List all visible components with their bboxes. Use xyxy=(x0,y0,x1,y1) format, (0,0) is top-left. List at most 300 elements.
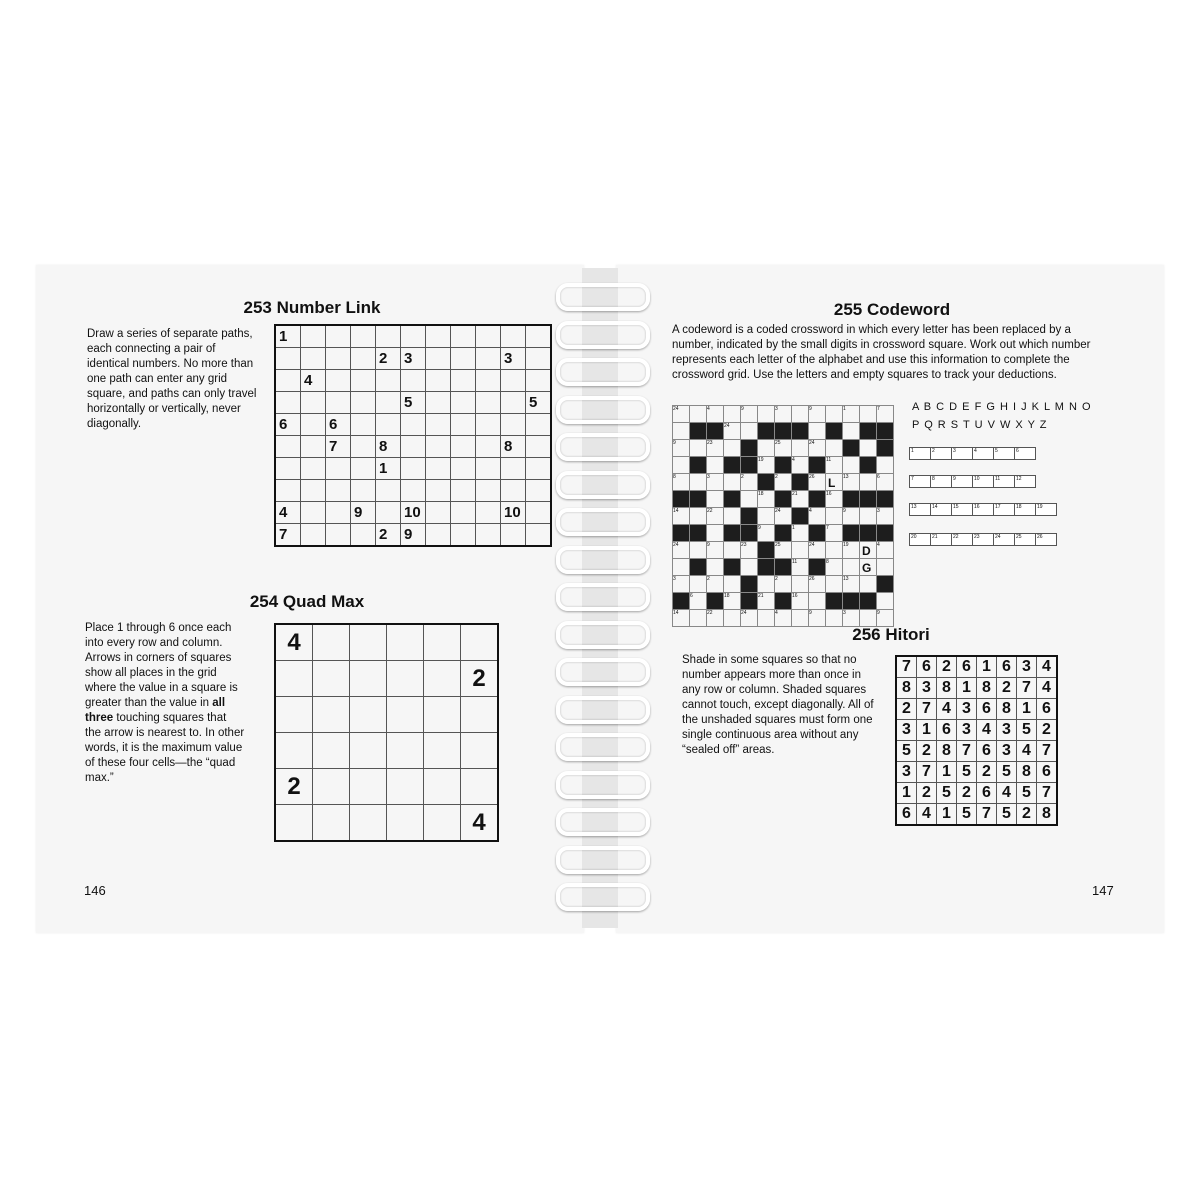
grid-cell[interactable]: 22 xyxy=(707,610,724,627)
grid-cell[interactable]: 23 xyxy=(707,440,724,457)
grid-cell[interactable]: 5 xyxy=(401,392,426,414)
grid-cell[interactable]: 5 xyxy=(1017,720,1037,741)
grid-cell[interactable] xyxy=(376,392,401,414)
grid-cell[interactable] xyxy=(451,392,476,414)
grid-cell[interactable]: 23 xyxy=(741,542,758,559)
key-cell[interactable]: 21 xyxy=(931,534,952,546)
grid-cell[interactable] xyxy=(741,491,758,508)
grid-cell[interactable] xyxy=(451,458,476,480)
grid-cell[interactable] xyxy=(326,458,351,480)
grid-cell[interactable]: 3 xyxy=(775,406,792,423)
grid-cell[interactable] xyxy=(690,542,707,559)
grid-cell[interactable]: 10 xyxy=(501,502,526,524)
grid-cell[interactable] xyxy=(351,348,376,370)
grid-cell[interactable]: 22 xyxy=(707,508,724,525)
grid-cell[interactable]: 1 xyxy=(937,804,957,826)
grid-cell[interactable] xyxy=(401,458,426,480)
grid-cell[interactable] xyxy=(526,414,552,436)
grid-cell[interactable] xyxy=(526,480,552,502)
grid-cell[interactable]: 6 xyxy=(977,741,997,762)
grid-cell[interactable] xyxy=(501,458,526,480)
grid-cell[interactable] xyxy=(275,805,313,842)
grid-cell[interactable]: 1 xyxy=(843,406,860,423)
grid-cell[interactable] xyxy=(350,624,387,661)
grid-cell[interactable]: 8 xyxy=(896,678,917,699)
grid-cell[interactable] xyxy=(673,423,690,440)
grid-cell[interactable]: 11 xyxy=(826,457,843,474)
grid-cell[interactable]: 2 xyxy=(775,576,792,593)
grid-cell[interactable] xyxy=(301,325,326,348)
grid-cell[interactable] xyxy=(426,524,451,547)
grid-cell[interactable]: 3 xyxy=(917,678,937,699)
grid-cell[interactable]: 7 xyxy=(1017,678,1037,699)
grid-cell[interactable]: 8 xyxy=(673,474,690,491)
grid-cell[interactable]: 2 xyxy=(917,741,937,762)
grid-cell[interactable] xyxy=(313,805,350,842)
grid-cell[interactable] xyxy=(526,436,552,458)
grid-cell[interactable] xyxy=(809,593,826,610)
grid-cell[interactable] xyxy=(826,610,843,627)
grid-cell[interactable]: 6 xyxy=(877,474,894,491)
grid-cell[interactable]: 16 xyxy=(826,491,843,508)
grid-cell[interactable] xyxy=(826,440,843,457)
grid-cell[interactable]: 3 xyxy=(957,699,977,720)
grid-cell[interactable] xyxy=(350,733,387,769)
grid-cell[interactable] xyxy=(451,502,476,524)
key-cell[interactable]: 4 xyxy=(973,448,994,460)
grid-cell[interactable] xyxy=(707,491,724,508)
grid-cell[interactable] xyxy=(376,480,401,502)
key-cell[interactable]: 6 xyxy=(1015,448,1036,460)
grid-cell[interactable]: 3 xyxy=(896,720,917,741)
grid-cell[interactable] xyxy=(301,414,326,436)
grid-cell[interactable]: 7 xyxy=(977,804,997,826)
grid-cell[interactable] xyxy=(401,370,426,392)
grid-cell[interactable] xyxy=(476,458,501,480)
grid-cell[interactable]: 24 xyxy=(741,610,758,627)
grid-cell[interactable]: 9 xyxy=(741,406,758,423)
grid-cell[interactable]: 24 xyxy=(775,508,792,525)
grid-cell[interactable]: 3 xyxy=(501,348,526,370)
grid-cell[interactable]: 8 xyxy=(997,699,1017,720)
grid-cell[interactable] xyxy=(351,524,376,547)
grid-cell[interactable] xyxy=(376,325,401,348)
grid-cell[interactable]: 6 xyxy=(997,656,1017,678)
grid-cell[interactable] xyxy=(758,508,775,525)
grid-cell[interactable]: 1 xyxy=(1017,699,1037,720)
grid-cell[interactable] xyxy=(526,524,552,547)
grid-cell[interactable] xyxy=(424,805,461,842)
grid-cell[interactable]: 9 xyxy=(673,440,690,457)
grid-cell[interactable]: 4 xyxy=(1017,741,1037,762)
grid-cell[interactable]: 1 xyxy=(977,656,997,678)
grid-cell[interactable] xyxy=(387,733,424,769)
grid-cell[interactable] xyxy=(476,392,501,414)
grid-cell[interactable]: 2 xyxy=(707,576,724,593)
grid-cell[interactable]: 2 xyxy=(937,656,957,678)
grid-cell[interactable] xyxy=(401,325,426,348)
grid-cell[interactable] xyxy=(451,370,476,392)
grid-cell[interactable] xyxy=(424,661,461,697)
grid-cell[interactable] xyxy=(351,392,376,414)
grid-cell[interactable] xyxy=(758,440,775,457)
grid-cell[interactable]: 1 xyxy=(957,678,977,699)
grid-cell[interactable]: 5 xyxy=(896,741,917,762)
grid-cell[interactable]: 5 xyxy=(957,804,977,826)
grid-cell[interactable]: 14 xyxy=(673,610,690,627)
grid-cell[interactable]: 4 xyxy=(707,406,724,423)
grid-cell[interactable] xyxy=(451,348,476,370)
grid-cell[interactable] xyxy=(809,423,826,440)
grid-cell[interactable]: 21 xyxy=(758,593,775,610)
key-cell[interactable]: 23 xyxy=(973,534,994,546)
grid-cell[interactable] xyxy=(741,423,758,440)
grid-cell[interactable] xyxy=(275,458,301,480)
grid-cell[interactable]: 7 xyxy=(877,406,894,423)
grid-cell[interactable] xyxy=(326,524,351,547)
grid-cell[interactable] xyxy=(313,769,350,805)
grid-cell[interactable]: 4 xyxy=(275,502,301,524)
grid-cell[interactable] xyxy=(501,325,526,348)
grid-cell[interactable]: 2 xyxy=(896,699,917,720)
grid-cell[interactable] xyxy=(501,392,526,414)
grid-cell[interactable]: 5 xyxy=(1017,783,1037,804)
grid-cell[interactable] xyxy=(826,508,843,525)
grid-cell[interactable] xyxy=(313,733,350,769)
grid-cell[interactable]: 5 xyxy=(526,392,552,414)
grid-cell[interactable]: 24 xyxy=(724,423,741,440)
key-cell[interactable]: 10 xyxy=(973,476,994,488)
grid-cell[interactable] xyxy=(724,542,741,559)
grid-cell[interactable] xyxy=(461,697,499,733)
grid-cell[interactable]: 10 xyxy=(401,502,426,524)
grid-cell[interactable] xyxy=(426,502,451,524)
grid-cell[interactable] xyxy=(275,392,301,414)
grid-cell[interactable] xyxy=(707,525,724,542)
grid-cell[interactable] xyxy=(526,370,552,392)
grid-cell[interactable]: 3 xyxy=(896,762,917,783)
key-cell[interactable]: 8 xyxy=(931,476,952,488)
grid-cell[interactable]: 2 xyxy=(461,661,499,697)
grid-cell[interactable]: 25 xyxy=(775,542,792,559)
grid-cell[interactable] xyxy=(501,524,526,547)
grid-cell[interactable]: 8 xyxy=(376,436,401,458)
key-cell[interactable]: 25 xyxy=(1015,534,1036,546)
grid-cell[interactable] xyxy=(301,436,326,458)
key-cell[interactable]: 1 xyxy=(910,448,931,460)
grid-cell[interactable] xyxy=(690,474,707,491)
grid-cell[interactable]: 1 xyxy=(937,762,957,783)
grid-cell[interactable] xyxy=(843,559,860,576)
grid-cell[interactable] xyxy=(476,325,501,348)
grid-cell[interactable] xyxy=(275,348,301,370)
grid-cell[interactable] xyxy=(387,661,424,697)
grid-cell[interactable]: 9 xyxy=(351,502,376,524)
grid-cell[interactable] xyxy=(724,440,741,457)
grid-cell[interactable] xyxy=(350,661,387,697)
grid-cell[interactable]: 8 xyxy=(1037,804,1058,826)
grid-cell[interactable] xyxy=(387,624,424,661)
grid-cell[interactable]: 3 xyxy=(957,720,977,741)
grid-cell[interactable]: 24 xyxy=(673,542,690,559)
grid-cell[interactable]: 3 xyxy=(707,474,724,491)
grid-cell[interactable] xyxy=(758,576,775,593)
grid-cell[interactable]: 6 xyxy=(326,414,351,436)
grid-cell[interactable]: 7 xyxy=(917,762,937,783)
grid-cell[interactable]: 24 xyxy=(673,406,690,423)
grid-cell[interactable] xyxy=(426,370,451,392)
grid-cell[interactable]: 9 xyxy=(809,406,826,423)
grid-cell[interactable]: 14 xyxy=(673,508,690,525)
grid-cell[interactable]: 6 xyxy=(896,804,917,826)
grid-cell[interactable]: 3 xyxy=(997,741,1017,762)
grid-cell[interactable]: 4 xyxy=(775,610,792,627)
grid-cell[interactable] xyxy=(826,576,843,593)
grid-cell[interactable]: 4 xyxy=(977,720,997,741)
grid-cell[interactable]: 2 xyxy=(376,348,401,370)
grid-cell[interactable] xyxy=(792,610,809,627)
key-cell[interactable]: 7 xyxy=(910,476,931,488)
grid-cell[interactable]: 26 xyxy=(809,474,826,491)
grid-cell[interactable] xyxy=(690,440,707,457)
key-cell[interactable]: 19 xyxy=(1036,504,1057,516)
grid-cell[interactable]: 2 xyxy=(997,678,1017,699)
grid-cell[interactable] xyxy=(424,624,461,661)
grid-cell[interactable] xyxy=(275,661,313,697)
key-cell[interactable]: 14 xyxy=(931,504,952,516)
grid-cell[interactable]: 6 xyxy=(917,656,937,678)
grid-cell[interactable] xyxy=(758,406,775,423)
grid-cell[interactable]: 5 xyxy=(957,762,977,783)
grid-cell[interactable]: 6 xyxy=(275,414,301,436)
key-cell[interactable]: 17 xyxy=(994,504,1015,516)
grid-cell[interactable] xyxy=(690,576,707,593)
key-cell[interactable]: 20 xyxy=(910,534,931,546)
grid-cell[interactable] xyxy=(690,406,707,423)
grid-cell[interactable]: 8 xyxy=(937,741,957,762)
grid-cell[interactable] xyxy=(860,474,877,491)
grid-cell[interactable]: 8 xyxy=(826,559,843,576)
grid-cell[interactable] xyxy=(426,325,451,348)
grid-cell[interactable] xyxy=(707,457,724,474)
grid-cell[interactable]: 7 xyxy=(1037,741,1058,762)
grid-cell[interactable] xyxy=(351,370,376,392)
grid-cell[interactable]: 6 xyxy=(690,593,707,610)
grid-cell[interactable] xyxy=(351,414,376,436)
grid-cell[interactable] xyxy=(461,769,499,805)
grid-cell[interactable] xyxy=(424,733,461,769)
grid-cell[interactable] xyxy=(792,440,809,457)
grid-cell[interactable] xyxy=(275,480,301,502)
grid-cell[interactable]: 6 xyxy=(957,656,977,678)
grid-cell[interactable] xyxy=(758,610,775,627)
grid-cell[interactable] xyxy=(376,414,401,436)
grid-cell[interactable] xyxy=(860,610,877,627)
grid-cell[interactable] xyxy=(707,559,724,576)
grid-cell[interactable] xyxy=(313,624,350,661)
grid-cell[interactable]: 4 xyxy=(461,805,499,842)
grid-cell[interactable]: 1 xyxy=(896,783,917,804)
grid-cell[interactable] xyxy=(275,733,313,769)
grid-cell[interactable]: 24 xyxy=(809,542,826,559)
grid-cell[interactable] xyxy=(275,697,313,733)
grid-cell[interactable] xyxy=(501,370,526,392)
grid-cell[interactable]: 2 xyxy=(957,783,977,804)
grid-cell[interactable]: 1 xyxy=(376,458,401,480)
grid-cell[interactable]: 7 xyxy=(917,699,937,720)
grid-cell[interactable]: 13 xyxy=(843,474,860,491)
grid-cell[interactable] xyxy=(476,370,501,392)
grid-cell[interactable]: 5 xyxy=(997,762,1017,783)
grid-cell[interactable] xyxy=(301,524,326,547)
grid-cell[interactable] xyxy=(387,697,424,733)
grid-cell[interactable] xyxy=(877,559,894,576)
grid-cell[interactable] xyxy=(724,474,741,491)
grid-cell[interactable] xyxy=(301,480,326,502)
grid-cell[interactable] xyxy=(326,392,351,414)
key-cell[interactable]: 9 xyxy=(952,476,973,488)
grid-cell[interactable]: 4 xyxy=(937,699,957,720)
grid-cell[interactable] xyxy=(860,440,877,457)
grid-cell[interactable]: 6 xyxy=(1037,699,1058,720)
grid-cell[interactable]: 25 xyxy=(775,440,792,457)
grid-cell[interactable]: 1 xyxy=(917,720,937,741)
grid-cell[interactable] xyxy=(526,458,552,480)
grid-cell[interactable]: 5 xyxy=(937,783,957,804)
key-cell[interactable]: 11 xyxy=(994,476,1015,488)
grid-cell[interactable]: 1 xyxy=(792,525,809,542)
grid-cell[interactable] xyxy=(877,593,894,610)
grid-cell[interactable]: 3 xyxy=(1017,656,1037,678)
grid-cell[interactable]: 18 xyxy=(758,491,775,508)
grid-cell[interactable] xyxy=(387,769,424,805)
grid-cell[interactable]: 4 xyxy=(792,457,809,474)
grid-cell[interactable] xyxy=(401,414,426,436)
grid-cell[interactable]: 16 xyxy=(792,593,809,610)
grid-cell[interactable] xyxy=(476,414,501,436)
grid-cell[interactable]: 3 xyxy=(401,348,426,370)
grid-cell[interactable]: 4 xyxy=(275,624,313,661)
grid-cell[interactable] xyxy=(301,348,326,370)
grid-cell[interactable] xyxy=(451,325,476,348)
grid-cell[interactable] xyxy=(461,733,499,769)
grid-cell[interactable]: 4 xyxy=(877,542,894,559)
grid-cell[interactable] xyxy=(424,697,461,733)
grid-cell[interactable] xyxy=(426,480,451,502)
grid-cell[interactable]: 2 xyxy=(275,769,313,805)
grid-cell[interactable] xyxy=(326,502,351,524)
grid-cell[interactable] xyxy=(351,436,376,458)
grid-cell[interactable]: 4 xyxy=(809,508,826,525)
key-cell[interactable]: 3 xyxy=(952,448,973,460)
grid-cell[interactable] xyxy=(401,436,426,458)
grid-cell[interactable] xyxy=(826,542,843,559)
grid-cell[interactable] xyxy=(741,559,758,576)
grid-cell[interactable] xyxy=(724,406,741,423)
grid-cell[interactable]: 3 xyxy=(843,610,860,627)
grid-cell[interactable] xyxy=(860,576,877,593)
grid-cell[interactable] xyxy=(275,436,301,458)
grid-cell[interactable] xyxy=(401,480,426,502)
grid-cell[interactable] xyxy=(826,406,843,423)
grid-cell[interactable] xyxy=(526,325,552,348)
grid-cell[interactable]: 7 xyxy=(957,741,977,762)
grid-cell[interactable] xyxy=(690,610,707,627)
grid-cell[interactable] xyxy=(376,502,401,524)
grid-cell[interactable]: 7 xyxy=(1037,783,1058,804)
grid-cell[interactable] xyxy=(461,624,499,661)
key-cell[interactable]: 13 xyxy=(910,504,931,516)
grid-cell[interactable]: 9 xyxy=(401,524,426,547)
key-cell[interactable]: 2 xyxy=(931,448,952,460)
grid-cell[interactable]: 11 xyxy=(792,559,809,576)
grid-cell[interactable] xyxy=(451,480,476,502)
grid-cell[interactable]: 7 xyxy=(275,524,301,547)
grid-cell[interactable] xyxy=(313,697,350,733)
grid-cell[interactable]: 7 xyxy=(826,525,843,542)
grid-cell[interactable]: 3 xyxy=(877,508,894,525)
grid-cell[interactable] xyxy=(351,480,376,502)
grid-cell[interactable] xyxy=(451,414,476,436)
grid-cell[interactable]: 2 xyxy=(775,474,792,491)
grid-cell[interactable]: 2 xyxy=(376,524,401,547)
grid-cell[interactable]: 4 xyxy=(1037,656,1058,678)
grid-cell[interactable]: 26 xyxy=(809,576,826,593)
key-cell[interactable]: 18 xyxy=(1015,504,1036,516)
grid-cell[interactable] xyxy=(476,480,501,502)
grid-cell[interactable] xyxy=(387,805,424,842)
grid-cell[interactable] xyxy=(690,508,707,525)
grid-cell[interactable]: 9 xyxy=(877,610,894,627)
grid-cell[interactable]: 13 xyxy=(843,576,860,593)
key-cell[interactable]: 5 xyxy=(994,448,1015,460)
grid-cell[interactable] xyxy=(724,508,741,525)
grid-cell[interactable] xyxy=(673,559,690,576)
grid-cell[interactable] xyxy=(350,769,387,805)
grid-cell[interactable]: 9 xyxy=(843,508,860,525)
grid-cell[interactable]: 18 xyxy=(724,593,741,610)
grid-cell[interactable]: 5 xyxy=(997,804,1017,826)
grid-cell[interactable]: 9 xyxy=(707,542,724,559)
grid-cell[interactable]: 4 xyxy=(301,370,326,392)
grid-cell[interactable] xyxy=(326,480,351,502)
grid-cell[interactable]: 24 xyxy=(809,440,826,457)
grid-cell[interactable]: 4 xyxy=(997,783,1017,804)
grid-cell[interactable] xyxy=(301,458,326,480)
grid-cell[interactable] xyxy=(426,436,451,458)
grid-cell[interactable]: 9 xyxy=(809,610,826,627)
grid-cell[interactable] xyxy=(843,423,860,440)
grid-cell[interactable] xyxy=(724,576,741,593)
grid-cell[interactable] xyxy=(860,542,877,559)
grid-cell[interactable] xyxy=(451,524,476,547)
grid-cell[interactable] xyxy=(351,458,376,480)
grid-cell[interactable] xyxy=(843,457,860,474)
grid-cell[interactable]: 2 xyxy=(977,762,997,783)
key-cell[interactable]: 24 xyxy=(994,534,1015,546)
grid-cell[interactable]: 7 xyxy=(896,656,917,678)
grid-cell[interactable]: 2 xyxy=(741,474,758,491)
grid-cell[interactable]: 2 xyxy=(1017,804,1037,826)
grid-cell[interactable] xyxy=(526,502,552,524)
grid-cell[interactable] xyxy=(476,524,501,547)
key-cell[interactable]: 26 xyxy=(1036,534,1057,546)
grid-cell[interactable]: 3 xyxy=(673,576,690,593)
grid-cell[interactable]: 19 xyxy=(843,542,860,559)
grid-cell[interactable] xyxy=(526,348,552,370)
grid-cell[interactable] xyxy=(426,348,451,370)
grid-cell[interactable] xyxy=(860,508,877,525)
